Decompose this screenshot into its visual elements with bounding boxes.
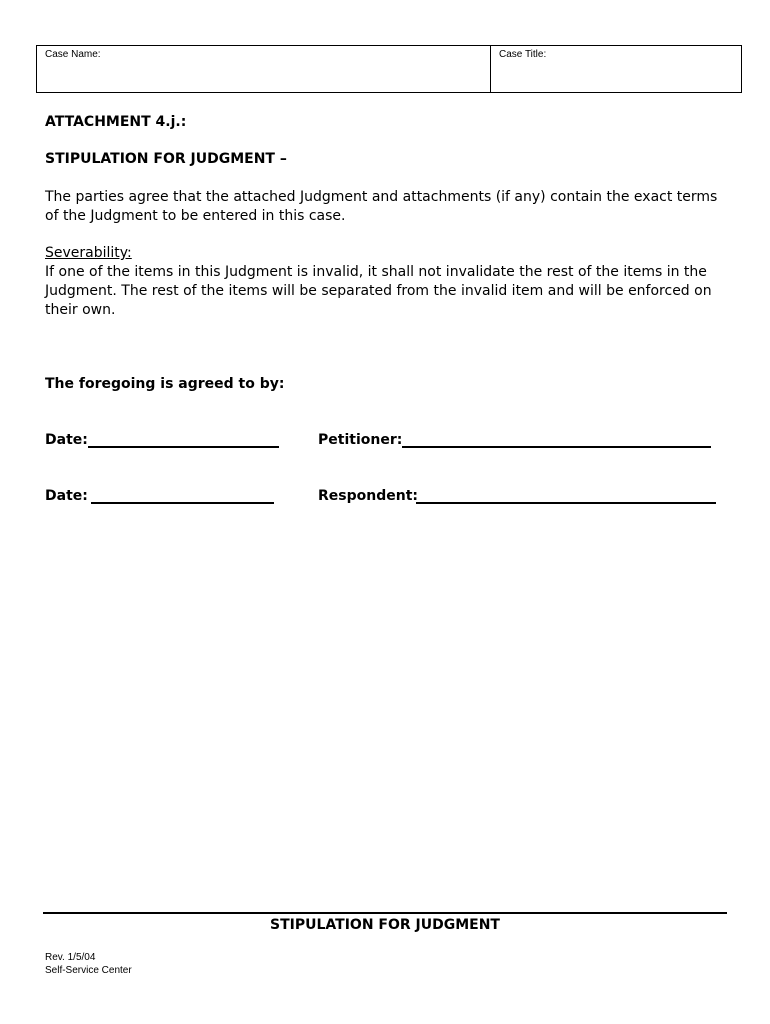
stipulation-heading: STIPULATION FOR JUDGMENT – — [45, 151, 287, 167]
respondent-signature-line[interactable] — [416, 502, 716, 504]
severability-section — [45, 244, 735, 320]
foregoing-heading: The foregoing is agreed to by: — [45, 376, 285, 392]
date-line-1[interactable] — [88, 446, 279, 448]
date-line-2[interactable] — [91, 502, 274, 504]
footer-rule — [43, 912, 727, 914]
date-label-1: Date: — [45, 432, 88, 448]
attachment-heading: ATTACHMENT 4.j.: — [45, 114, 187, 130]
case-title-label: Case Title: — [499, 49, 547, 60]
footer-title: STIPULATION FOR JUDGMENT — [270, 917, 500, 933]
case-name-cell[interactable] — [37, 46, 491, 92]
petitioner-label: Petitioner: — [318, 432, 403, 448]
respondent-label: Respondent: — [318, 488, 418, 504]
revision-date: Rev. 1/5/04 — [45, 952, 96, 963]
case-name-label: Case Name: — [45, 49, 101, 60]
severability-text: If one of the items in this Judgment is invalid, it shall not invalidate the rest of the items in the Judgment. The rest of the items will be separated from the invalid item and will be enforced on their own. — [45, 264, 712, 318]
self-service-center: Self-Service Center — [45, 965, 132, 976]
case-title-cell[interactable] — [491, 46, 741, 92]
petitioner-signature-line[interactable] — [402, 446, 711, 448]
agreement-paragraph: The parties agree that the attached Judgment and attachments (if any) contain the exact terms of the Judgment to be entered in this case. — [45, 189, 718, 224]
severability-label: Severability: — [45, 245, 132, 261]
case-caption-box — [36, 45, 742, 93]
date-label-2: Date: — [45, 488, 88, 504]
